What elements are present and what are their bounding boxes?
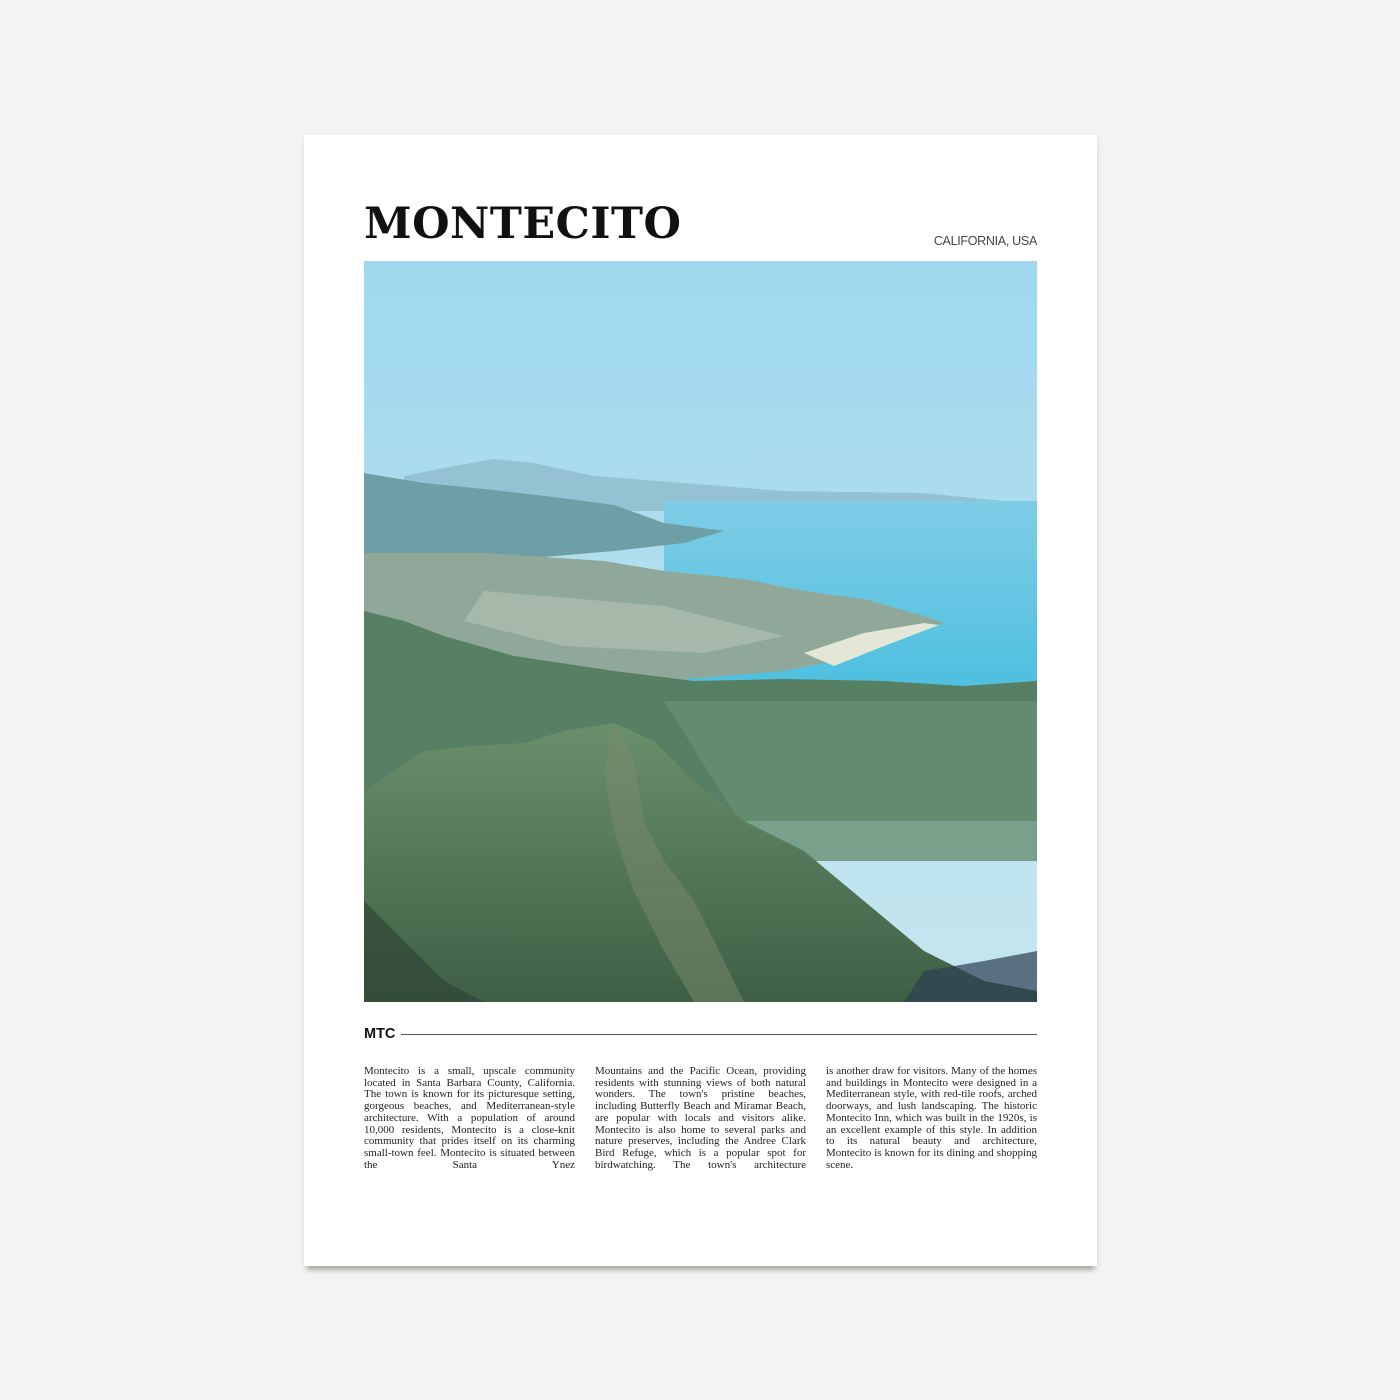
location-code: MTC bbox=[364, 1025, 396, 1042]
description-column-2: Mountains and the Pacific Ocean, providing residents with stunning views of both natural wonders. The town's pristine beaches, including Butterfly Beach and Miramar Beach, are popular with locals and visitors alike. Montecito is also home to several parks and nature preserves, including the Andree Clark Bird Refuge, which is a popular spot for birdwatching. The town's architecture bbox=[595, 1065, 806, 1171]
code-divider-row bbox=[364, 1026, 1037, 1042]
divider-line bbox=[401, 1034, 1037, 1035]
poster-title: MONTECITO bbox=[364, 199, 682, 249]
description-column-3: is another draw for visitors. Many of the homes and buildings in Montecito were designed in a Mediterranean style, with red-tile roofs, arched doorways, and lush landscaping. The historic Montecito Inn, which was built in the 1920s, is an excellent example of this style. In addition to its natural beauty and architecture, Montecito is known for its dining and shopping scene. bbox=[826, 1065, 1037, 1171]
poster bbox=[304, 135, 1097, 1266]
description-column-1: Montecito is a small, upscale community located in Santa Barbara County, California. The town is known for its picturesque setting, gorgeous beaches, and Mediterranean-style architecture. With a population of around 10,000 residents, Montecito is a close-knit community that prides itself on its charming small-town feel. Montecito is situated between the Santa Ynez bbox=[364, 1065, 575, 1171]
description-columns bbox=[364, 1066, 1037, 1171]
landscape-photo bbox=[364, 261, 1037, 1002]
poster-subtitle: CALIFORNIA, USA bbox=[933, 234, 1037, 248]
